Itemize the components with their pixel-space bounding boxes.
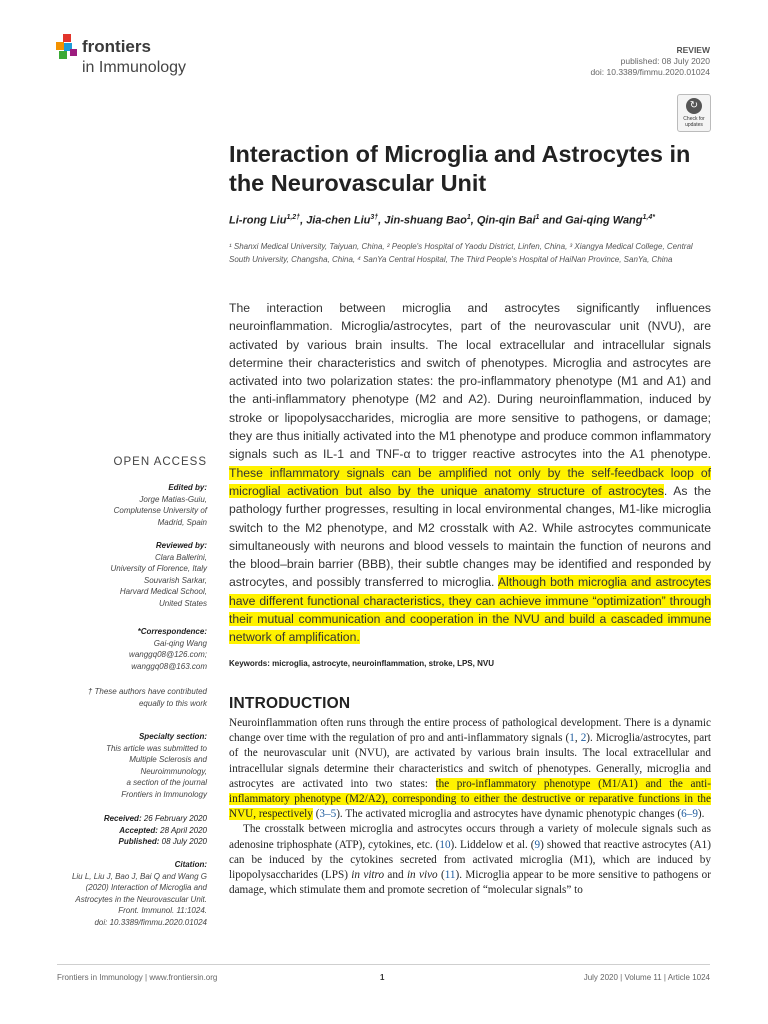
journal-name: frontiers (82, 37, 151, 56)
author-affiliation-marker: 3† (370, 214, 379, 221)
published-date-sidebar: Published: 08 July 2020 (118, 837, 207, 846)
check-for-updates-button[interactable] (677, 94, 711, 132)
footer-divider (57, 964, 710, 965)
body-text: ). Microglia/astrocytes, part of the neurovascular unit (NVU), are activated by various brain insults. The local extracellular and intracellular signals determine their characteristics and switch of phenotypes. Generally, microglia and astrocytes are activated into two states: (229, 732, 712, 790)
specialty-label: Specialty section: (138, 732, 207, 741)
refresh-icon: ↻ (686, 98, 702, 114)
footer-journal-link[interactable]: Frontiers in Immunology | www.frontiersin.org (57, 973, 218, 982)
journal-subtitle: in Immunology (82, 59, 187, 76)
equal-contribution-note (40, 686, 207, 709)
author-name[interactable]: Jia-chen Liu (306, 214, 371, 227)
citation-label: Citation: (174, 860, 207, 869)
article-type: REVIEW (676, 45, 710, 55)
sidebar-line: Astrocytes in the Neurovascular Unit. (75, 894, 207, 904)
section-heading-introduction: INTRODUCTION (229, 695, 351, 712)
author-affiliation-marker: 1 (466, 214, 471, 221)
sidebar-line: Multiple Sclerosis and (129, 755, 207, 764)
body-text: ) showed that reactive astrocytes (A1) can be induced by the cytokines secreted from activated microglia (M1), which are induced by lipopolysaccharides (LPS) (229, 838, 711, 882)
equal-contribution-text (40, 686, 207, 709)
keywords-label: Keywords: (229, 659, 270, 668)
sidebar-line: Liu L, Liu J, Bao J, Bai Q and Wang G (71, 871, 207, 881)
sidebar-line: Harvard Medical School, (119, 587, 207, 596)
reviewed-by-label: Reviewed by: (155, 541, 207, 550)
reference-link[interactable]: 9 (534, 838, 541, 851)
highlighted-text: These inflammatory signals can be amplified not only by the self-feedback loop of microglial activation but also by the unique anatomy structure of astrocytes (229, 465, 711, 498)
author-list: Li-rong Liu$^{1,2\dagger}$, Jia-chen Liu$^{3\dagger}$, Jin-shuang Bao$^1$, Qin-qin Bai$^1$ and Gai-qing Wang$^{1,4*}$ (229, 214, 655, 227)
accepted-date: Accepted: 28 April 2020 (119, 825, 207, 835)
affiliations: ¹ Shanxi Medical University, Taiyuan, China, ² People's Hospital of Yaodu District, Linfen, China, ³ Xiangya Medical College, Central South University, Changsha, China, ⁴ SanYa Central Hospital, The Third People's Hospital of HaiNan Province, SanYa, China (229, 242, 693, 264)
body-text: and (384, 869, 407, 882)
keywords (229, 659, 711, 668)
sidebar-line: This article was submitted to (106, 743, 207, 753)
author-affiliation-marker: 1 (535, 214, 540, 221)
reviewer-info (40, 552, 207, 610)
highlighted-text: Although both microglia and astrocytes have different functional characteristics, they can achieve immune “optimization” through their mutual communication and cooperation in the NVU and build a cascaded immune network of amplification. (229, 575, 711, 645)
body-text: ( (437, 869, 445, 882)
sidebar-line: United States (158, 598, 207, 608)
author-affiliation-marker: 1,4* (642, 214, 655, 221)
sidebar-line: Madrid, Spain (157, 517, 207, 527)
body-text: , (574, 732, 581, 745)
sidebar-line: (2020) Interaction of Microglia and (85, 883, 207, 892)
editor-info (40, 494, 207, 529)
sidebar-line: University of Florence, Italy (110, 564, 207, 573)
sidebar-line: Complutense University of (113, 506, 207, 515)
sidebar-line: Souvarish Sarkar, (143, 575, 207, 585)
edited-by-label: Edited by: (168, 483, 207, 492)
author-name[interactable]: Qin-qin Bai (476, 214, 536, 227)
article-title: Interaction of Microglia and Astrocytes in the Neurovascular Unit (229, 141, 691, 196)
dates-section (40, 813, 207, 848)
sidebar-line: Gai-qing Wang (153, 638, 207, 648)
sidebar-line: Frontiers in Immunology (121, 789, 207, 799)
correspondence-section (40, 626, 207, 672)
correspondence-label: *Correspondence: (137, 627, 207, 636)
abstract-text: The interaction between microglia and astrocytes significantly influences neuroinflammation. Microglia/astrocytes, part of the neurovascular unit (NVU), are activated by various brain insults. The local extracellular and intracellular signals determine their characteristics and switch of phenotypes. Microglia and astrocytes are activated into two polarization states: the pro-inflammatory phenotype (M1 and A1) and the anti-inflammatory phenotype (M2 and A2). During neuroinflammation, induced by stroke or lipopolysaccharides, microglia are more sensitive to pathogens, or damage; they are thus initially activated into the M1 phenotype and produce common inflammatory signals such as IL-1 and TNF-α to trigger reactive astrocytes into the A1 phenotype. (229, 301, 711, 462)
author-name[interactable]: Li-rong Liu (229, 214, 287, 227)
sidebar-line: Neuroimmunology, (140, 766, 207, 776)
keywords-list: microglia, astrocyte, neuroinflammation, stroke, LPS, NVU (272, 659, 494, 668)
sidebar-line: equally to this work (138, 698, 207, 708)
body-text: in vitro (351, 869, 385, 882)
sidebar-line: Clara Ballerini, (154, 552, 207, 562)
introduction-body (229, 716, 711, 898)
open-access-label: OPEN ACCESS (113, 456, 207, 468)
frontiers-logo-icon (56, 34, 78, 60)
reference-link[interactable]: 2 (580, 732, 587, 745)
specialty-info (40, 743, 207, 801)
highlighted-text: the pro-inflammatory phenotype (M1/A1) and the anti-inflammatory phenotype (M2/A2), corresponding to either the destructive or reparative functions in the NVU, respectively (229, 777, 711, 821)
sidebar-line: doi: 10.3389/fimmu.2020.01024 (94, 917, 207, 927)
reference-link[interactable]: 11 (444, 869, 456, 882)
body-text: ). Microglia appear to be more sensitive to pathogens or damage, which stimulate them and promote secretion of “molecular signals” to (229, 869, 711, 897)
specialty-section (40, 731, 207, 800)
reference-link[interactable]: 6–9 (681, 808, 698, 821)
page-number: 1 (380, 973, 385, 982)
reference-link[interactable]: 1 (569, 732, 575, 745)
author-affiliation-marker: 1,2† (286, 214, 301, 221)
body-text: The crosstalk between microglia and astrocytes occurs through a variety of molecule signals such as adenosine triphosphate (ATP), cytokines, etc. ( (229, 823, 711, 851)
author-name[interactable]: Gai-qing Wang (565, 214, 643, 227)
citation-section (40, 859, 207, 928)
body-text: ( (312, 808, 320, 821)
citation-info (40, 871, 207, 929)
body-text: ). The activated microglia and astrocytes have dynamic phenotypic changes ( (336, 808, 682, 821)
intro-paragraph (229, 716, 711, 822)
abstract-text: . As the pathology further progresses, resulting in local environmental changes, M1-like microglia switch to the M2 phenotype, and M2 crosstalk with A2. While astrocytes communicate simultaneously with neurons and blood vessels to maintain the function of neurons and the blood–brain barrier (BBB), their subtle changes may be identified and responded by astrocytes, and possibly transferred to microglia. (229, 483, 712, 590)
body-text: in vivo (406, 869, 438, 882)
correspondence-info (40, 638, 207, 673)
sidebar-line: † These authors have contributed (87, 687, 207, 696)
doi: doi: 10.3389/fimmu.2020.01024 (590, 67, 710, 77)
footer-volume-info: July 2020 | Volume 11 | Article 1024 (583, 973, 710, 982)
sidebar-line[interactable]: wanggq08@126.com; (129, 650, 207, 659)
body-text: ). Liddelow et al. ( (450, 838, 535, 851)
article-meta (590, 45, 710, 78)
sidebar-line: Jorge Matias-Guiu, (139, 494, 207, 504)
body-text: Neuroinflammation often runs through the entire process of pathological development. There is a dynamic change over time with the regulation of pro and anti-inflammatory signals ( (229, 717, 711, 745)
sidebar-line[interactable]: wanggq08@163.com (131, 661, 207, 671)
reviewed-by-section (40, 540, 207, 609)
abstract (229, 299, 711, 647)
edited-by-section (40, 482, 207, 528)
sidebar-line: a section of the journal (126, 778, 207, 787)
check-for-updates-label: Check for updates (683, 116, 705, 128)
reference-link[interactable]: 10 (439, 838, 451, 851)
author-name[interactable]: Jin-shuang Bao (384, 214, 467, 227)
intro-paragraph (229, 822, 711, 898)
body-text: ). (697, 808, 705, 821)
sidebar-line: Front. Immunol. 11:1024. (118, 906, 207, 915)
reference-link[interactable]: 3–5 (319, 808, 337, 821)
published-date: published: 08 July 2020 (620, 56, 710, 66)
received-date: Received: 26 February 2020 (103, 814, 207, 823)
